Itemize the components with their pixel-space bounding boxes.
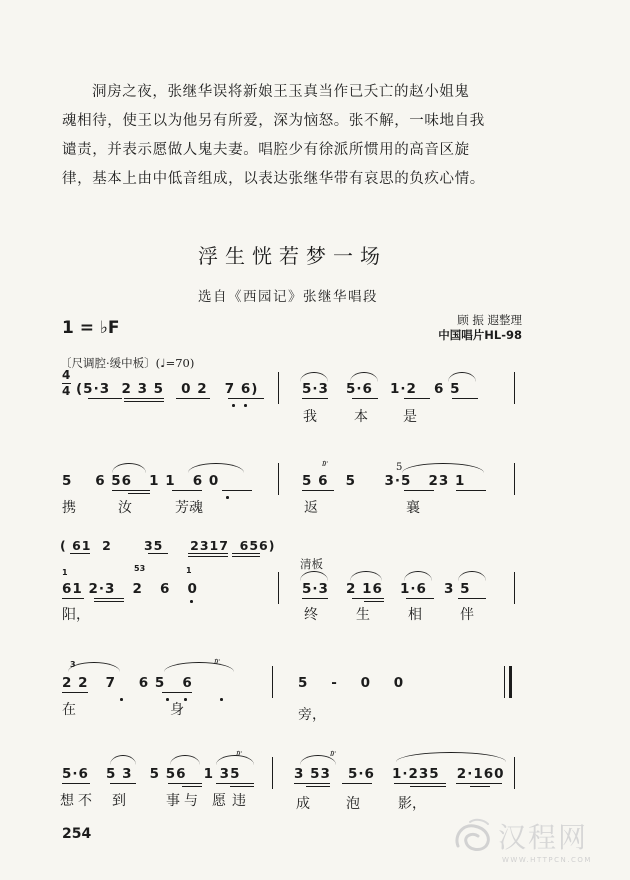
row5-r-underline-e — [410, 786, 446, 787]
row2-underline-b — [128, 493, 150, 494]
row5-underline-c — [168, 783, 202, 784]
row5-slur-c — [216, 755, 254, 765]
row2-underline-c — [172, 490, 202, 491]
intro-paragraph — [62, 78, 485, 194]
row1-lyric-2: 本 — [354, 409, 368, 425]
row4-r-lyric-1: 旁， — [298, 707, 326, 723]
intro-line-2: 魂相待，使王以为他另有所爱，深为恼怒。张不解，一味地自我 — [62, 113, 485, 129]
row5-r-underline-b — [306, 786, 330, 787]
row1-left-notes: (5·3 2 3 5 0 2 7 6) — [76, 381, 259, 397]
row2-lyric-1: 携 — [62, 500, 76, 516]
row3-clear-board-label: 清板 — [300, 557, 323, 571]
row3-barline-mid — [278, 572, 279, 604]
row4-low-dot-c — [184, 698, 187, 701]
row4-low-dot-b — [166, 698, 169, 701]
row1-barline-mid — [278, 372, 279, 404]
row2-grace-a: 5 — [396, 462, 403, 473]
row1-underline-c — [124, 401, 164, 402]
time-signature-bottom: 4 — [62, 384, 72, 398]
row2-low-dot — [226, 496, 229, 499]
row3-slur-d — [458, 571, 486, 581]
row5-ornament-b: 𝆖 — [330, 748, 336, 759]
row3-upper-notes: ( 61 2 35 2317 656) — [60, 538, 276, 553]
row4-barline-end-b — [509, 666, 512, 698]
row2-r-lyric-2: 襄 — [406, 500, 420, 516]
watermark-logo-icon — [452, 818, 496, 854]
row4-slur-b — [164, 662, 234, 672]
row3-right-notes: 5·3 2 16 1·6 3 5 — [302, 581, 471, 597]
row4-low-dot-a — [120, 698, 123, 701]
row1-right-notes: 5·3 5·6 1·2 6 5 — [302, 381, 461, 397]
row4-barline-end-a — [504, 666, 505, 698]
row3-r-underline-b — [352, 598, 384, 599]
row3-r-underline-a — [302, 598, 328, 599]
row2-barline-end — [514, 463, 515, 495]
row5-lyric-3: 到 — [112, 793, 126, 809]
row3-left-notes: 61 2·3 2 6 0 — [62, 581, 198, 597]
row4-underline-b — [162, 692, 192, 693]
row3-underline-c — [94, 601, 124, 602]
row3-upper-underline-a — [70, 553, 90, 554]
row5-barline-mid — [272, 757, 273, 789]
arranger-credit: 顾 振 遐整理 — [457, 313, 522, 327]
row4-low-dot-d — [220, 698, 223, 701]
intro-line-1: 洞房之夜，张继华误将新娘王玉真当作已夭亡的赵小姐鬼 — [92, 84, 470, 100]
row3-upper-underline-e — [232, 553, 260, 554]
row2-underline-a — [112, 490, 150, 491]
watermark — [452, 814, 622, 874]
row1-underline-b — [124, 398, 164, 399]
row5-lyric-7: 违 — [232, 793, 246, 809]
row5-slur-a — [110, 755, 136, 765]
row5-slur-e — [396, 752, 506, 762]
row5-r-lyric-2: 泡 — [346, 796, 360, 812]
key-signature: 1 = ♭F — [62, 318, 120, 338]
row1-r-underline-b — [352, 398, 378, 399]
row4-grace-a: 3 — [70, 660, 76, 669]
row2-r-underline-c — [456, 490, 486, 491]
row3-slur-a — [300, 571, 328, 581]
row1-barline-end — [514, 372, 515, 404]
row5-lyric-5: 与 — [184, 793, 198, 809]
row5-r-underline-d — [394, 783, 446, 784]
page-number: 254 — [62, 826, 92, 842]
watermark-text: 汉程网 — [498, 821, 589, 854]
row5-slur-b — [170, 755, 200, 765]
row3-upper-underline-d — [188, 556, 228, 557]
row3-slur-c — [404, 571, 432, 581]
row2-slur-a — [112, 463, 146, 473]
row3-grace-c: 1 — [186, 566, 192, 575]
row1-lyric-1: 我 — [303, 409, 317, 425]
song-subtitle: 选自《西园记》张继华唱段 — [198, 289, 378, 305]
row3-underline-a — [62, 598, 84, 599]
row5-lyric-4: 事 — [166, 793, 180, 809]
row1-low-dot-b — [244, 404, 247, 407]
row2-ornament-a: 𝆖 — [322, 458, 328, 469]
row1-r-underline-d — [452, 398, 478, 399]
row5-underline-b — [110, 783, 136, 784]
row3-grace-a: 1 — [62, 568, 68, 577]
row3-r-lyric-3: 相 — [408, 607, 422, 623]
row3-r-underline-c — [364, 601, 384, 602]
row5-underline-d — [182, 786, 202, 787]
row5-underline-e — [216, 783, 254, 784]
row3-upper-underline-b — [148, 553, 168, 554]
row2-lyric-3: 芳魂 — [175, 500, 203, 516]
row3-grace-b: 53 — [134, 564, 146, 573]
row5-lyric-2: 不 — [78, 793, 92, 809]
row5-r-underline-g — [470, 786, 490, 787]
row1-underline-d — [176, 398, 210, 399]
credit-block — [438, 313, 522, 343]
row4-left-notes: 2 2 7 6 5 6 — [62, 675, 193, 691]
intro-line-4: 律，基本上由中低音组成，以表达张继华带有哀思的负疚心情。 — [62, 171, 485, 187]
row5-lyric-6: 愿 — [212, 793, 226, 809]
row5-lyric-1: 想 — [60, 793, 74, 809]
row3-underline-b — [94, 598, 124, 599]
row1-underline-e — [228, 398, 264, 399]
row5-r-lyric-3: 影， — [398, 796, 426, 812]
row4-barline-mid — [272, 666, 273, 698]
row3-barline-end — [514, 572, 515, 604]
row3-r-lyric-2: 生 — [356, 607, 370, 623]
row4-slur-a — [68, 662, 120, 672]
row1-r-underline-a — [302, 398, 328, 399]
row1-low-dot-a — [232, 404, 235, 407]
row5-r-lyric-1: 成 — [296, 796, 310, 812]
row3-r-lyric-1: 终 — [304, 607, 318, 623]
row4-lyric-2: 身 — [170, 702, 184, 718]
row3-upper-underline-f — [232, 556, 260, 557]
time-signature-top: 4 — [62, 368, 72, 382]
tempo-marking: 〔尺调腔·缓中板〕(♩=70) — [60, 356, 195, 370]
row4-right-notes: 5 - 0 0 — [298, 675, 405, 691]
row2-left-notes: 5 6 56 1 1 6 0 — [62, 473, 220, 489]
row2-r-underline-a — [302, 490, 334, 491]
row5-left-notes: 5·6 5 3 5 56 1 35 — [62, 766, 241, 782]
row2-r-lyric-1: 返 — [304, 500, 318, 516]
row4-ornament-a: 𝆖 — [214, 656, 220, 667]
row4-lyric-1: 在 — [62, 702, 76, 718]
row3-upper-underline-c — [188, 553, 228, 554]
row2-lyric-2: 汝 — [118, 500, 132, 516]
row2-right-notes: 5 6 5 3·5 23 1 — [302, 473, 466, 489]
record-credit: 中国唱片HL-98 — [438, 328, 522, 342]
row5-r-underline-c — [342, 783, 372, 784]
row2-slur-b — [188, 463, 244, 473]
row1-r-underline-c — [404, 398, 430, 399]
row3-low-dot — [190, 600, 193, 603]
row3-r-underline-e — [458, 598, 486, 599]
row5-barline-end — [514, 757, 515, 789]
intro-line-3: 谴责，并表示愿做人鬼夫妻。唱腔少有徐派所惯用的高音区旋 — [62, 142, 470, 158]
song-title: 浮生恍若梦一场 — [198, 244, 387, 268]
row5-right-notes: 3 53 5·6 1·235 2·160 — [294, 766, 505, 782]
row3-lyric-1: 阳， — [62, 607, 90, 623]
row2-underline-d — [222, 490, 252, 491]
row2-barline-mid — [278, 463, 279, 495]
watermark-url: WWW.HTTPCN.COM — [502, 856, 592, 864]
row3-slur-b — [350, 571, 382, 581]
row2-r-underline-b — [404, 490, 434, 491]
row5-r-underline-a — [294, 783, 330, 784]
row5-ornament-a: 𝆖 — [236, 748, 242, 759]
row3-r-underline-d — [406, 598, 434, 599]
row5-underline-f — [230, 786, 254, 787]
row1-underline-a — [88, 398, 122, 399]
row4-underline-a — [62, 692, 88, 693]
row3-r-lyric-4: 伴 — [460, 607, 474, 623]
row2-slur-c — [402, 463, 484, 473]
row1-lyric-3: 是 — [403, 409, 417, 425]
row5-underline-a — [62, 783, 90, 784]
row5-r-underline-f — [456, 783, 502, 784]
